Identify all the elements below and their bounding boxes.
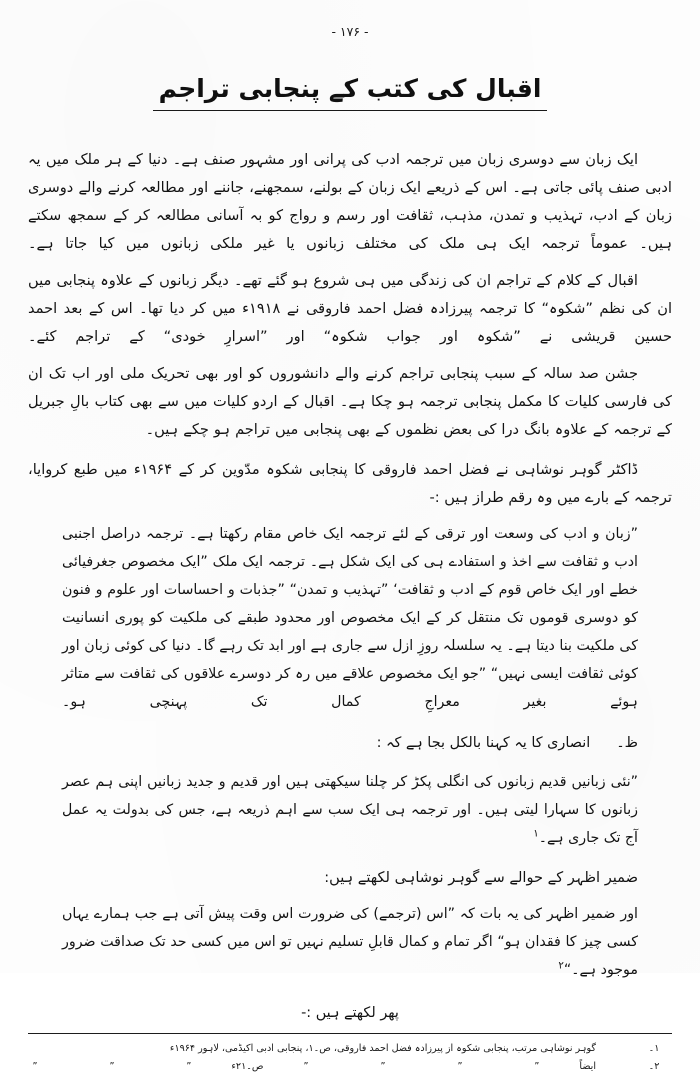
- lead-in-zameer-azhar: ضمیر اظہر کے حوالے سے گوہر نوشاہی لکھتے ہیں:: [324, 869, 638, 887]
- ditto-mark-6: ”: [109, 1061, 115, 1073]
- footnote-row-2: [28, 1058, 672, 1076]
- ditto-mark-1: ”: [534, 1061, 540, 1073]
- footnote-row-1: [28, 1040, 672, 1058]
- block-quote-2: [62, 768, 638, 852]
- footnotes-section: [28, 1040, 672, 1075]
- page-number: - ۱۷۶ -: [331, 24, 369, 39]
- quote-3-line-1: اور ضمیر اظہر کی یہ بات کہ ”اس (ترجمے) کی ضرورت اس وقت پیش آتی ہے جب ہمارے یہاں کسی چیز کا فقدان ہو“ اگر تمام: [62, 905, 638, 950]
- ditto-mark-5: ”: [186, 1061, 192, 1073]
- body-paragraph-1: ایک زبان سے دوسری زبان میں ترجمہ ادب کی پرانی اور مشہور صنف ہے۔ دنیا کے ہر ملک میں یہ ادبی صنف پائی جاتی ہے۔ اس کے ذریعے ایک زبان کے بولنے، سمجھنے، جاننے اور مطالعہ کرنے والے دوسری زبان کے ادب، تہذیب و تمدن، مذہب، ثقافت اور رسم و رواج کو بہ آسانی مطالعہ کر کے سمجھ سکتے ہیں۔ عموماً ترجمہ ایک ہی ملک کی مختلف زبانوں یا غیر ملکی زبانوں میں کیا جاتا ہے۔: [28, 151, 672, 253]
- page-title: اقبال کی کتب کے پنجابی تراجم: [153, 70, 548, 112]
- page-title-wrapper: [28, 53, 672, 128]
- quote-1-line-2: استفادے ہی کی ایک شکل ہے۔ ترجمہ ایک ملک ”ایک مخصوص جغرفیائی خطے اور ایک خاص قوم کے ادب و ثقافت‘ ”تہذیب و تمدن“ ”جذبات: [62, 553, 638, 598]
- block-quote-1: [62, 520, 638, 717]
- quote-2-line-1: ”نئی زبانیں قدیم زبانوں کی انگلی پکڑ کر چلنا سیکھتی ہیں اور قدیم و جدید زبانیں اپنی ہم عصر زبانوں کا سہارا لیتی ہیں۔ اور ترجمہ ہی: [62, 773, 638, 818]
- body-paragraph-2: اقبال کے کلام کے تراجم ان کی زندگی میں ہی شروع ہو گئے تھے۔ دیگر زبانوں کے علاوہ پنجابی میں ان کی نظم ”شکوہ“ کا ترجمہ پیرزادہ فضل احمد فاروقی نے ۱۹۱۸ء میں کر دیا تھا۔ اس کے بعد احمد حسین قریشی نے ”شکوہ اور جواب شکوہ“ اور ”اسرارِ خودی“ کے تراجم کئے۔: [28, 272, 672, 346]
- footnote-number-2: ۲۔: [648, 1061, 660, 1073]
- quote-1-line-3: و احساسات اور علوم و فنون کو دوسری قوموں تک منتقل کر کے ایک مخصوص اور محدود طبقے کی ملکیت کو پوری انسانیت کی ملکیت بنا دیتا ہے۔ یہ: [62, 581, 638, 655]
- attribution-marker: ظ۔: [616, 735, 638, 752]
- footnote-text-2: [28, 1058, 636, 1076]
- quote-1-line-4: سلسلہ روزِ ازل سے جاری ہے اور ابد تک رہے گا۔ دنیا کی کوئی زبان اور کوئی ثقافت ایسی نہیں“ ”جو ایک مخصوص علاقے میں رہ کر دوسرے: [62, 638, 638, 683]
- block-quote-3: [62, 900, 638, 984]
- page-content: [28, 24, 672, 1073]
- quote-2-line-2: ایک سب سے اہم ذریعہ ہے، جس کی بدولت یہ عمل آج تک جاری ہے۔: [62, 801, 638, 846]
- footnote-2-ibid: ایضاً: [579, 1061, 596, 1073]
- footnote-divider: [28, 1033, 672, 1034]
- lead-in-gohar-noshahi: ڈاکٹر گوہر نوشاہی نے فضل احمد فاروقی کا پنجابی شکوہ مدّوین کر کے ۱۹۶۴ء میں طبع کروایا، ترجمہ کے بارے میں وہ رقم طراز ہیں :-: [28, 461, 672, 506]
- body-paragraph-3: جشن صد سالہ کے سبب پنجابی تراجم کرنے والے دانشوروں کو اور بھی تحریک ملی اور اب تک ان کی فارسی کلیات کا مکمل پنجابی ترجمہ ہو چکا ہے۔ اقبال کے اردو کلیات میں سے بھی کتاب بالِ جبریل کے ترجمہ کے علاوہ بانگ درا کی بعض نظموں کے بھی پنجابی میں تراجم ہو چکے ہیں۔: [28, 365, 672, 439]
- footnote-text-1: گوہر نوشاہی مرتب، پنجابی شکوہ از پیرزادہ فضل احمد فاروقی، ص۔۱، پنجابی ادبی اکیڈمی، لاہور ۱۹۶۴ء: [169, 1043, 596, 1055]
- quote-1-line-5: علاقوں کی ثقافت سے متاثر ہوئے بغیر معراجِ کمال تک پہنچی ہو۔: [62, 666, 638, 711]
- quote-1-line-1: ”زبان و ادب کی وسعت اور ترقی کے لئے ترجمہ ایک خاص مقام رکھتا ہے۔ ترجمہ دراصل اجنبی ادب و ثقافت سے اخذ و: [62, 525, 638, 570]
- ditto-mark-7: ”: [32, 1061, 38, 1073]
- ditto-mark-2: ”: [457, 1061, 463, 1073]
- footnote-number-1: ۱۔: [648, 1043, 660, 1055]
- ditto-mark-3: ”: [380, 1061, 386, 1073]
- footnote-ref-1: ۱: [533, 828, 539, 840]
- ditto-mark-4: ”: [303, 1061, 309, 1073]
- closing-line: پھر لکھتے ہیں :-: [301, 1005, 399, 1022]
- footnote-2-page-ref: ص۔۲۱ء: [231, 1061, 264, 1073]
- attribution-ansari: [62, 730, 638, 757]
- footnote-ref-2: ۲: [558, 960, 564, 972]
- attribution-text: انصاری کا یہ کہنا بالکل بجا ہے کہ :: [376, 735, 591, 752]
- quote-3-line-2: و کمال قابلِ تسلیم نہیں تو اس میں کسی حد تک صداقت ضرور موجود ہے۔“: [62, 933, 638, 978]
